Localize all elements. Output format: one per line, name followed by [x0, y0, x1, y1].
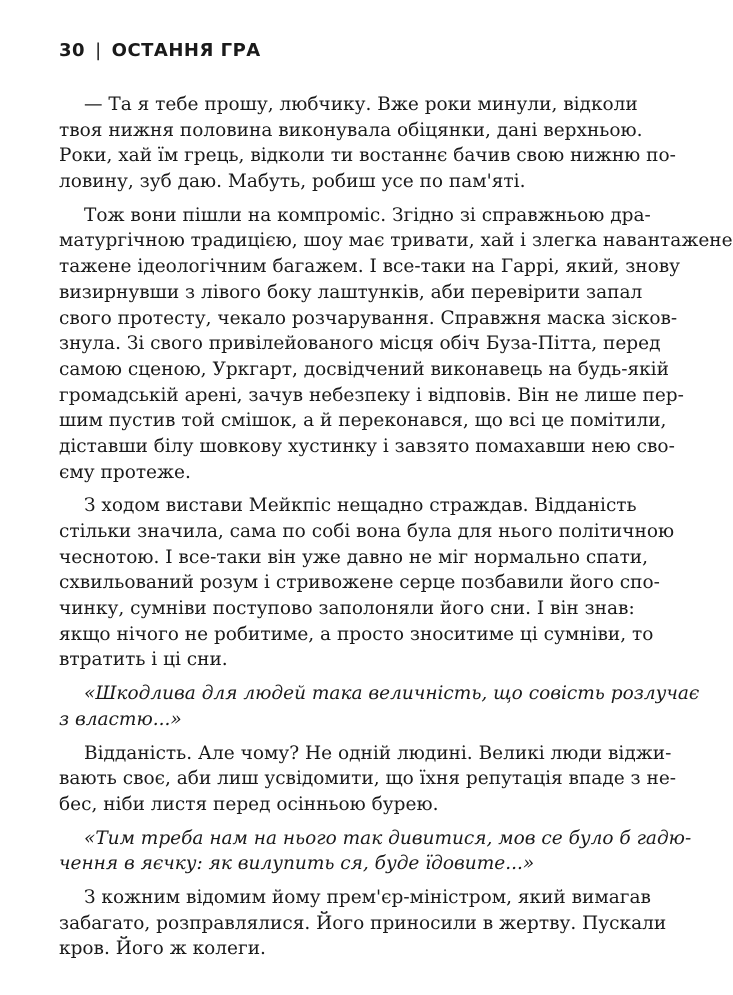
- text-line: з властю...»: [59, 708, 182, 730]
- paragraph: [59, 493, 675, 673]
- page-body: [59, 92, 733, 962]
- quote-paragraph: [59, 681, 700, 732]
- text-line: Роки, хай їм грець, відколи ти востаннє бачив свою нижню по-: [59, 145, 676, 167]
- paragraph: [59, 92, 676, 195]
- text-line: єму протеже.: [59, 461, 191, 483]
- text-line: бес, ніби листя перед осінньою бурею.: [59, 793, 439, 815]
- text-line: шим пустив той смішок, а й переконався, що всі це помітили,: [59, 410, 667, 432]
- paragraph: [59, 741, 677, 818]
- running-title: ОСТАННЯ ГРА: [111, 40, 261, 61]
- text-line: матургічною традицією, шоу має тривати, хай і злегка навантажене: [59, 230, 733, 252]
- text-line: ловину, зуб даю. Мабуть, робиш усе по пам'яті.: [59, 171, 526, 193]
- paragraph: [59, 203, 733, 486]
- text-line: тажене ідеологічним багажем. І все-таки на Гаррі, який, знову: [59, 256, 681, 278]
- text-line: Відданість. Але чому? Не одній людині. Великі люди віджи-: [84, 742, 672, 764]
- text-line: знула. Зі свого привілейованого місця обіч Буза-Пітта, перед: [59, 333, 661, 355]
- text-line: вають своє, аби лиш усвідомити, що їхня репутація впаде з не-: [59, 768, 677, 790]
- text-line: діставши білу шовкову хустинку і завзято помахавши нею сво-: [59, 435, 675, 457]
- paragraph-gap: [59, 195, 599, 203]
- text-line: твоя нижня половина виконувала обіцянки, дані верхньою.: [59, 119, 643, 141]
- paragraph-gap: [59, 485, 599, 493]
- text-line: — Та я тебе прошу, любчику. Вже роки минули, відколи: [84, 94, 638, 115]
- text-line: З ходом вистави Мейкпіс нещадно страждав. Відданість: [84, 495, 637, 517]
- text-line: якщо нічого не робитиме, а просто зноситиме ці сумніви, то: [59, 623, 654, 645]
- text-line: свого протесту, чекало розчарування. Справжня маска зісков-: [59, 307, 678, 329]
- text-line: «Шкодлива для людей така величність, що совість розлучає: [84, 683, 700, 705]
- text-line: самою сценою, Уркгарт, досвідчений виконавець на будь-якій: [59, 358, 669, 380]
- paragraph-gap: [59, 877, 599, 885]
- text-line: чинку, сумніви поступово заполоняли його сни. І він знав:: [59, 598, 635, 620]
- running-header: [59, 40, 261, 61]
- quote-paragraph: [59, 826, 692, 877]
- text-line: забагато, розправлялися. Його приносили в жертву. Пускали: [59, 912, 667, 934]
- paragraph: [59, 885, 667, 962]
- text-line: визирнувши з лівого боку лаштунків, аби перевірити запал: [59, 281, 643, 303]
- page-number: 30: [59, 40, 86, 61]
- text-line: втратить і ці сни.: [59, 649, 228, 671]
- paragraph-gap: [59, 733, 599, 741]
- text-line: стільки значила, сама по собі вона була для нього політичною: [59, 521, 675, 542]
- text-line: «Тим треба нам на нього так дивитися, мов се було б гадю-: [84, 827, 692, 849]
- text-line: чення в яєчку: як вилупить ся, буде їдовите...»: [59, 853, 535, 875]
- text-line: З кожним відомим йому прем'єр-міністром, який вимагав: [84, 886, 651, 908]
- text-line: громадській арені, зачув небезпеку і відповів. Він не лише пер-: [59, 384, 684, 406]
- text-line: схвильований розум і стривожене серце позбавили його спо-: [59, 572, 660, 594]
- paragraph-gap: [59, 673, 599, 681]
- text-line: Тож вони пішли на компроміс. Згідно зі справжньою дра-: [84, 204, 651, 226]
- text-line: чеснотою. І все-таки він уже давно не міг нормально спати,: [59, 546, 649, 568]
- paragraph-gap: [59, 818, 599, 826]
- text-line: кров. Його ж колеги.: [59, 938, 266, 960]
- header-separator: |: [95, 40, 102, 61]
